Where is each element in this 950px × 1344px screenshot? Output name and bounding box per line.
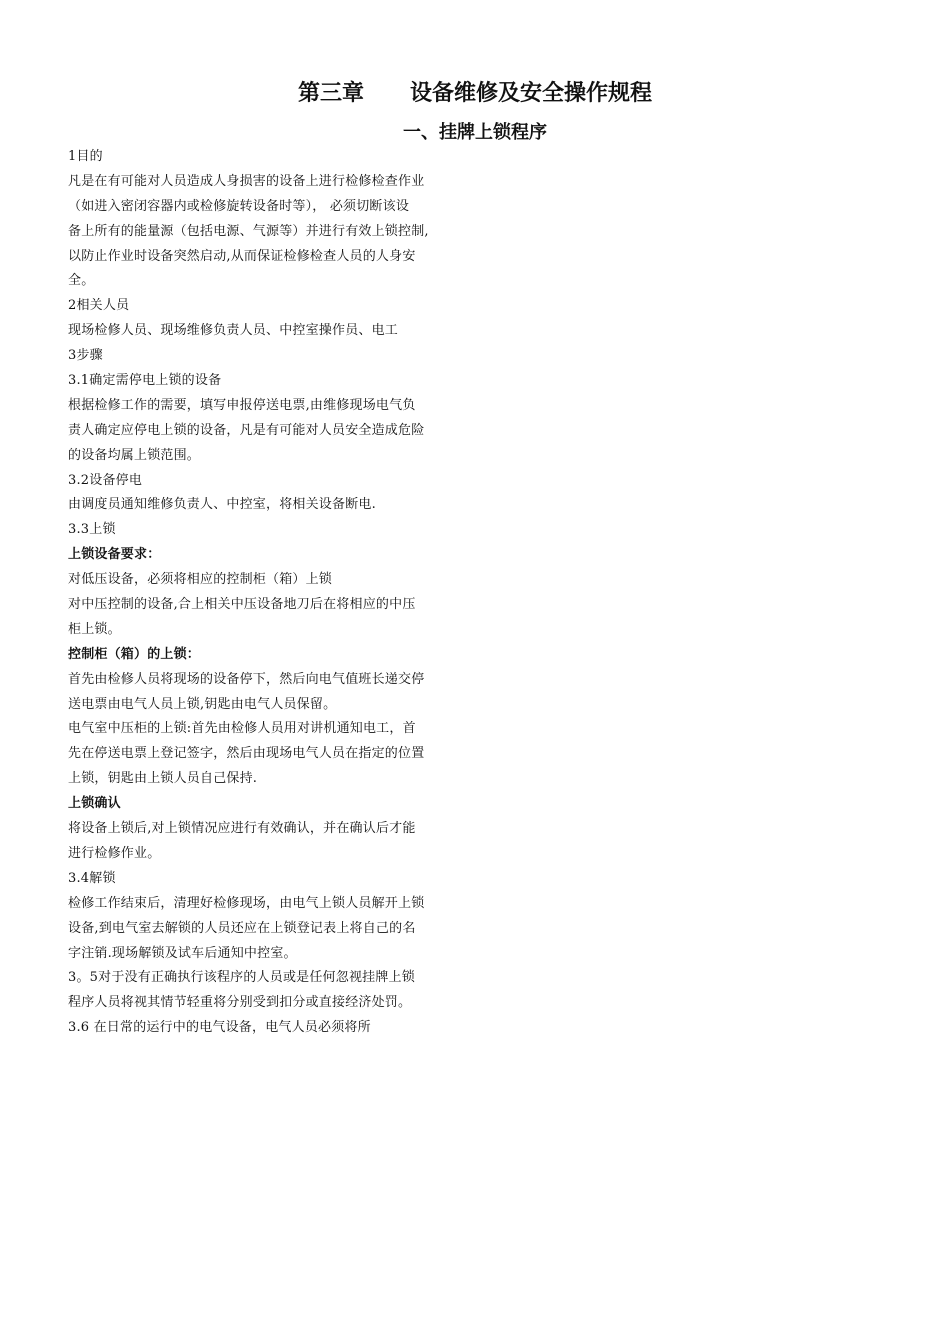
text-line: 3.6 在日常的运行中的电气设备，电气人员必须将所 [68,1020,371,1036]
text-line: 对低压设备，必须将相应的控制柜（箱）上锁 [68,572,333,588]
text-line: 程序人员将视其情节轻重将分别受到扣分或直接经济处罚。 [68,995,412,1011]
text-line: 由调度员通知维修负责人、中控室，将相关设备断电. [68,497,376,513]
text-line: 上锁，钥匙由上锁人员自己保持. [68,771,258,787]
text-line: 责人确定应停电上锁的设备，凡是有可能对人员安全造成危险 [68,422,425,438]
text-line: 送电票由电气人员上锁,钥匙由电气人员保留。 [68,696,337,712]
text-line: （如进入密闭容器内或检修旋转设备时等）， 必须切断该设 [68,198,410,214]
text-line: 全。 [68,273,95,289]
text-line: 以防止作业时设备突然启动,从而保证检修检查人员的人身安 [68,248,416,264]
body-text [68,145,468,1041]
chapter-title [0,78,950,110]
text-line: 根据检修工作的需要，填写申报停送电票,由维修现场电气负 [68,397,416,413]
text-line: 备上所有的能量源（包括电源、气源等）并进行有效上锁控制, [68,223,429,239]
text-line: 凡是在有可能对人员造成人身损害的设备上进行检修检查作业 [68,173,425,189]
chapter-name: 设备维修及安全操作规程 [410,81,653,106]
text-line: 3.1确定需停电上锁的设备 [68,373,222,389]
text-line: 3.4解锁 [68,870,116,886]
text-line: 3.3上锁 [68,522,116,538]
subheading-line: 控制柜（箱）的上锁： [68,646,201,662]
text-line: 3.2设备停电 [68,472,143,488]
text-line: 检修工作结束后，清理好检修现场，由电气上锁人员解开上锁 [68,895,425,911]
chapter-number: 第三章 [297,81,364,106]
text-line: 现场检修人员、现场维修负责人员、中控室操作员、电工 [68,323,399,339]
subheading-line: 上锁确认 [68,796,121,812]
text-line: 3步骤 [68,348,103,364]
text-line: 柜上锁。 [68,621,121,637]
text-line: 将设备上锁后,对上锁情况应进行有效确认，并在确认后才能 [68,821,416,837]
text-line: 1目的 [68,149,103,164]
text-line: 字注销.现场解锁及试车后通知中控室。 [68,945,297,961]
text-line: 的设备均属上锁范围。 [68,447,201,463]
text-line: 首先由检修人员将现场的设备停下，然后向电气值班长递交停 [68,671,425,687]
text-line: 设备,到电气室去解锁的人员还应在上锁登记表上将自己的名 [68,920,416,936]
section-title: 一、挂牌上锁程序 [403,122,547,143]
text-line: 对中压控制的设备,合上相关中压设备地刀后在将相应的中压 [68,597,416,613]
text-line: 3。5对于没有正确执行该程序的人员或是任何忽视挂牌上锁 [68,970,415,986]
text-line: 电气室中压柜的上锁:首先由检修人员用对讲机通知电工，首 [68,721,416,737]
text-line: 先在停送电票上登记签字，然后由现场电气人员在指定的位置 [68,746,425,762]
subheading-line: 上锁设备要求： [68,547,161,563]
text-line: 2相关人员 [68,298,130,314]
text-line: 进行检修作业。 [68,845,161,861]
